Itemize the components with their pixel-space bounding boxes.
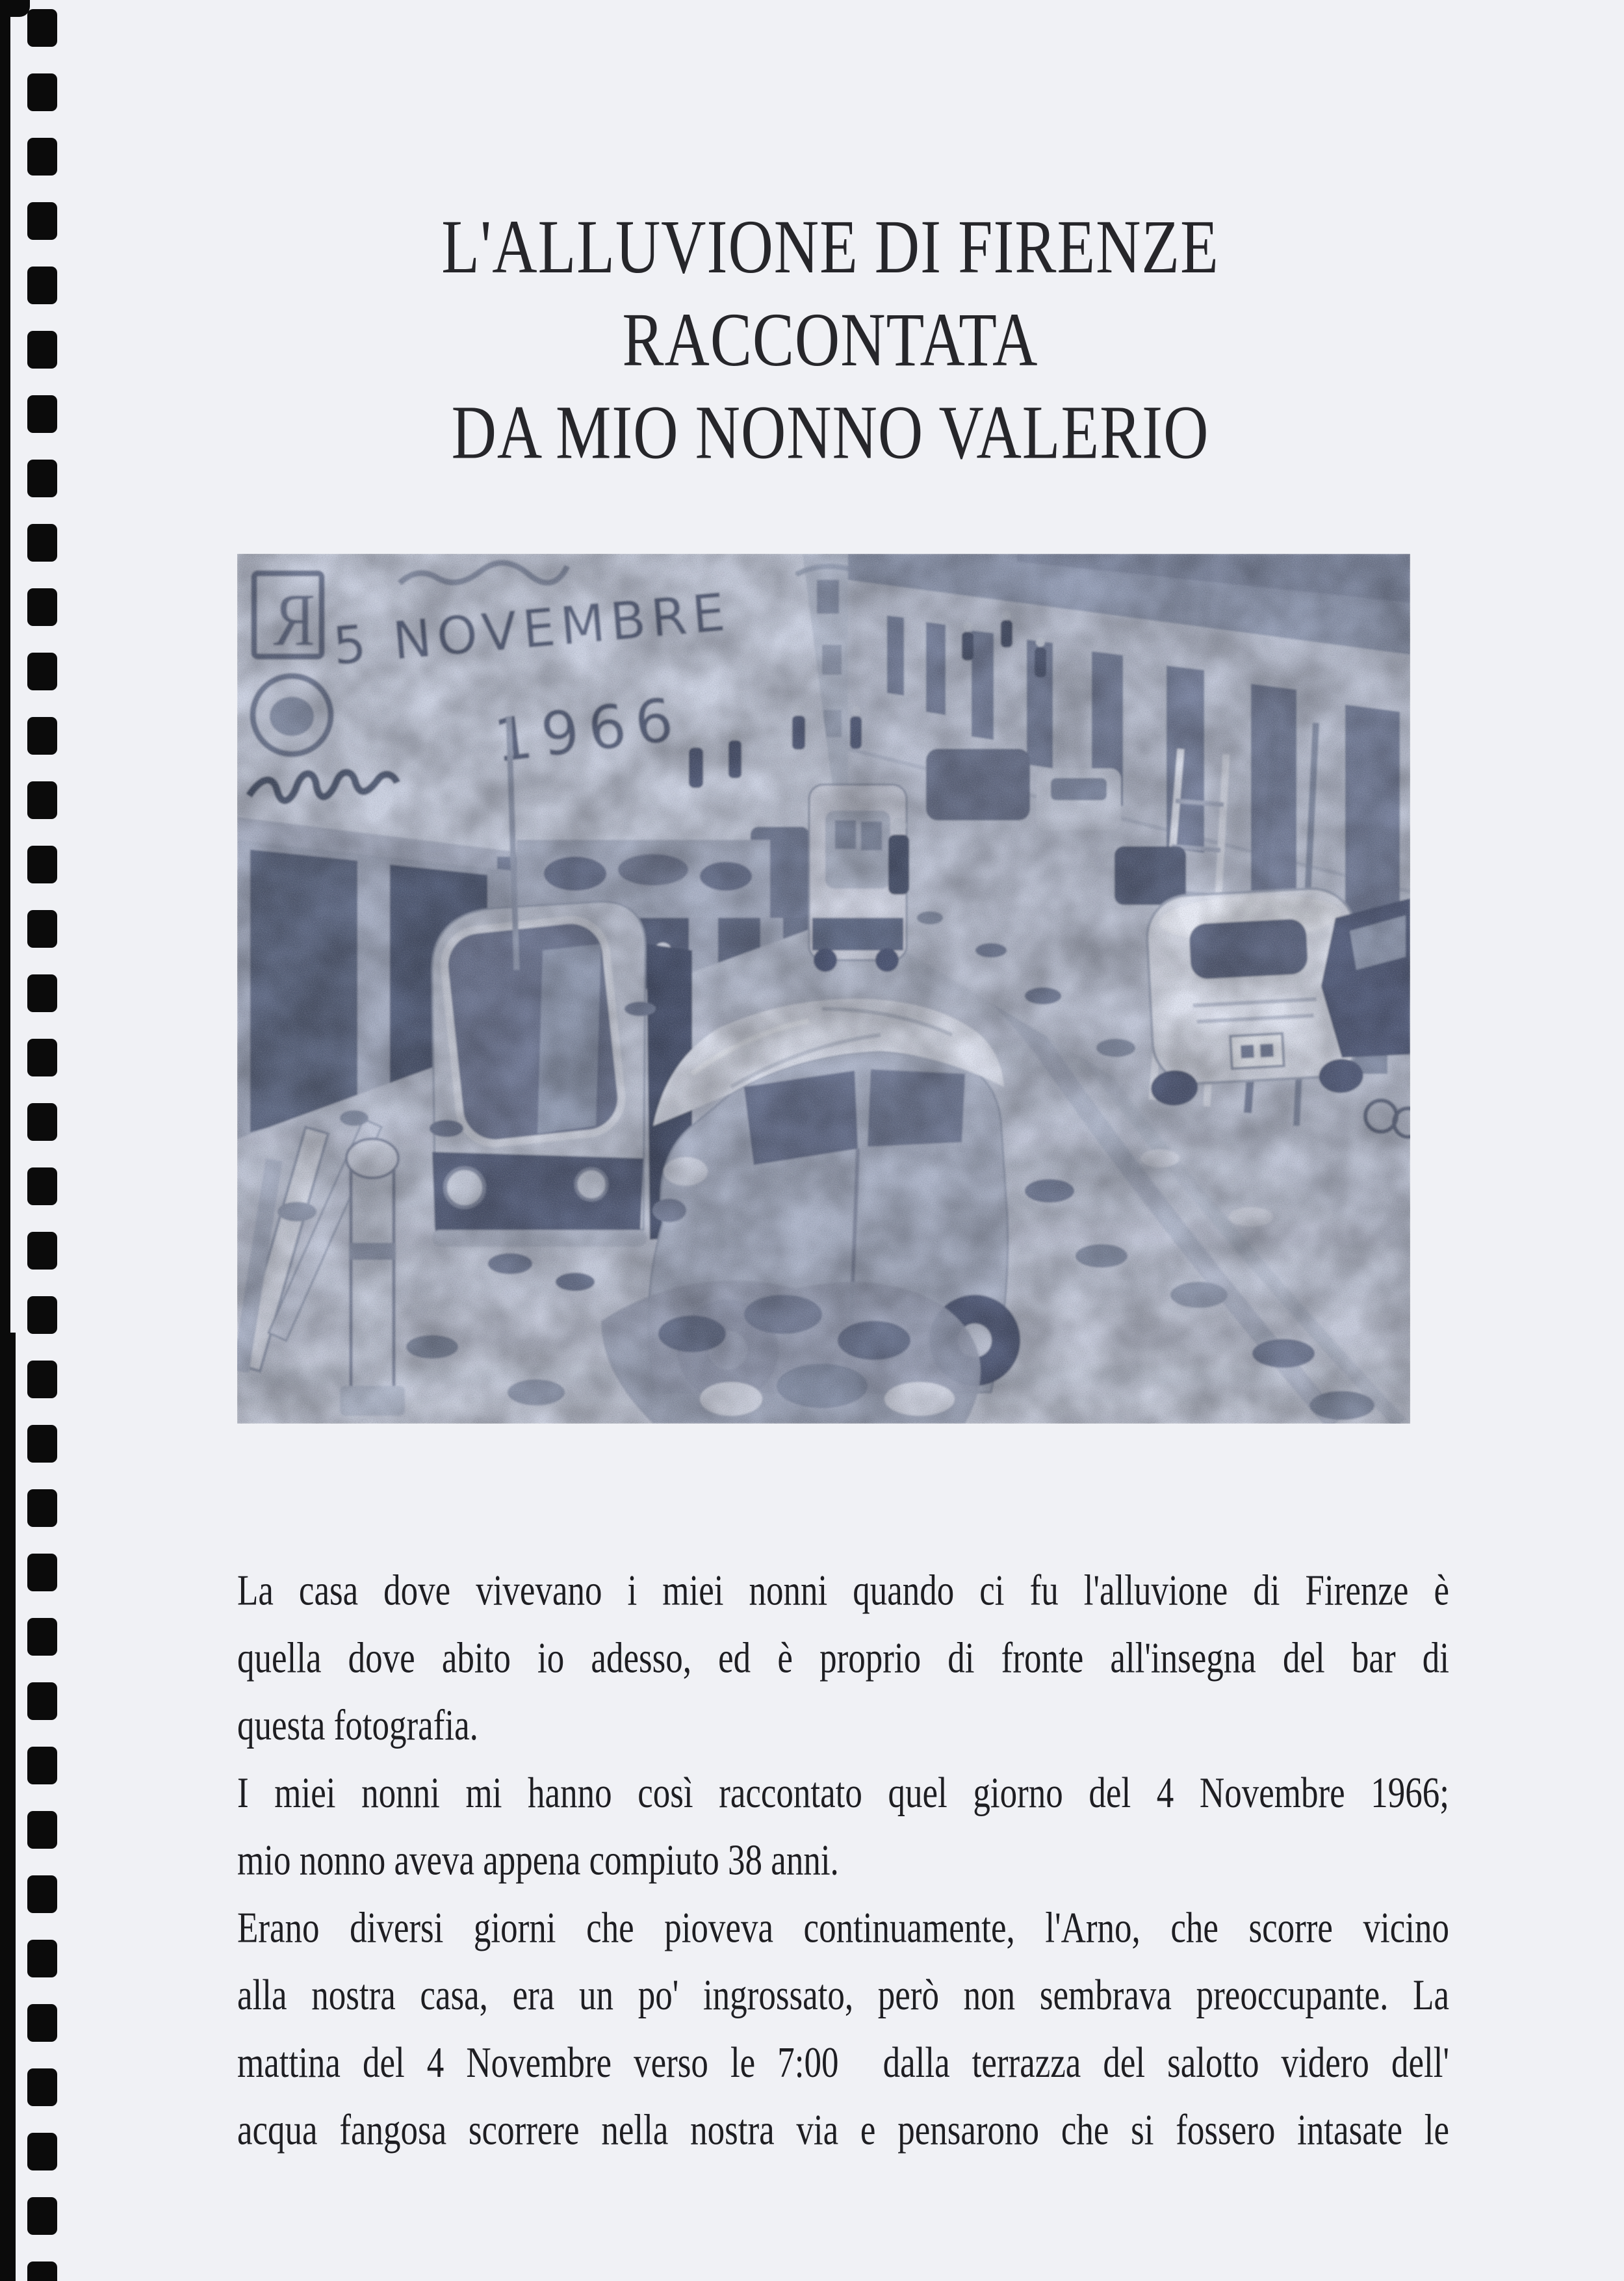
binding-hole [27,1940,57,1977]
binding-hole [27,2068,57,2106]
binding-hole [27,73,57,111]
binding-hole [27,846,57,883]
binding-hole [27,2133,57,2170]
binding-hole [27,1682,57,1720]
binding-hole [27,460,57,497]
body-text [237,1558,1449,2165]
body-text-line: mio nonno aveva appena compiuto 38 anni. [237,1837,839,1884]
binding-hole [27,524,57,562]
page-title [162,200,1498,478]
binding-hole [27,2004,57,2042]
body-text-line: alla nostra casa, era un po' ingrossato, però non sembrava preoccupante. La [237,1972,1449,2019]
photocopy-blue-tint [237,554,1410,1424]
binding-hole [27,1618,57,1656]
body-text-line: La casa dove vivevano i miei nonni quando ci fu l'alluvione di Firenze è [237,1567,1449,1615]
binding-hole [27,331,57,369]
binding-hole [27,1361,57,1398]
binding-hole [27,1039,57,1076]
binding-hole [27,1489,57,1527]
page-title-line: DA MIO NONNO VALERIO [451,389,1209,475]
binding-hole [27,138,57,176]
binding-hole [27,1554,57,1591]
binding-hole [27,9,57,47]
binding-hole [27,1747,57,1784]
binding-hole [27,1425,57,1463]
binding-hole [27,781,57,819]
binding-hole [27,974,57,1012]
body-text-line: questa fotografia. [237,1702,478,1749]
binding-hole [27,267,57,304]
binding-hole [27,1167,57,1205]
binding-hole [27,395,57,433]
binding-hole [27,588,57,626]
flood-photo-illustration [237,554,1410,1424]
body-text-line: quella dove abito io adesso, ed è proprio di fronte all'insegna del bar di [237,1634,1449,1682]
body-text-line: mattina del 4 Novembre verso le 7:00 dalla terrazza del salotto videro dell' [237,2039,1449,2087]
binding-hole [27,1232,57,1270]
body-text-line: acqua fangosa scorrere nella nostra via e pensarono che si fossero intasate le [237,2107,1449,2154]
body-text-line: I miei nonni mi hanno così raccontato quel giorno del 4 Novembre 1966; [237,1769,1449,1817]
flood-photo [237,554,1410,1424]
binding-hole [27,2261,57,2281]
binding-hole [27,1103,57,1141]
binding-holes [0,0,91,2281]
binding-hole [27,717,57,755]
binding-hole [27,910,57,948]
binding-hole [27,653,57,690]
binding-hole [27,1296,57,1334]
page-title-line: RACCONTATA [622,296,1038,382]
binding-hole [27,2197,57,2235]
binding-hole [27,1875,57,1913]
body-text-line: Erano diversi giorni che pioveva continuamente, l'Arno, che scorre vicino [237,1904,1449,1952]
binding-hole [27,202,57,240]
binding-hole [27,1811,57,1849]
page-title-line: L'ALLUVIONE DI FIRENZE [441,204,1219,289]
